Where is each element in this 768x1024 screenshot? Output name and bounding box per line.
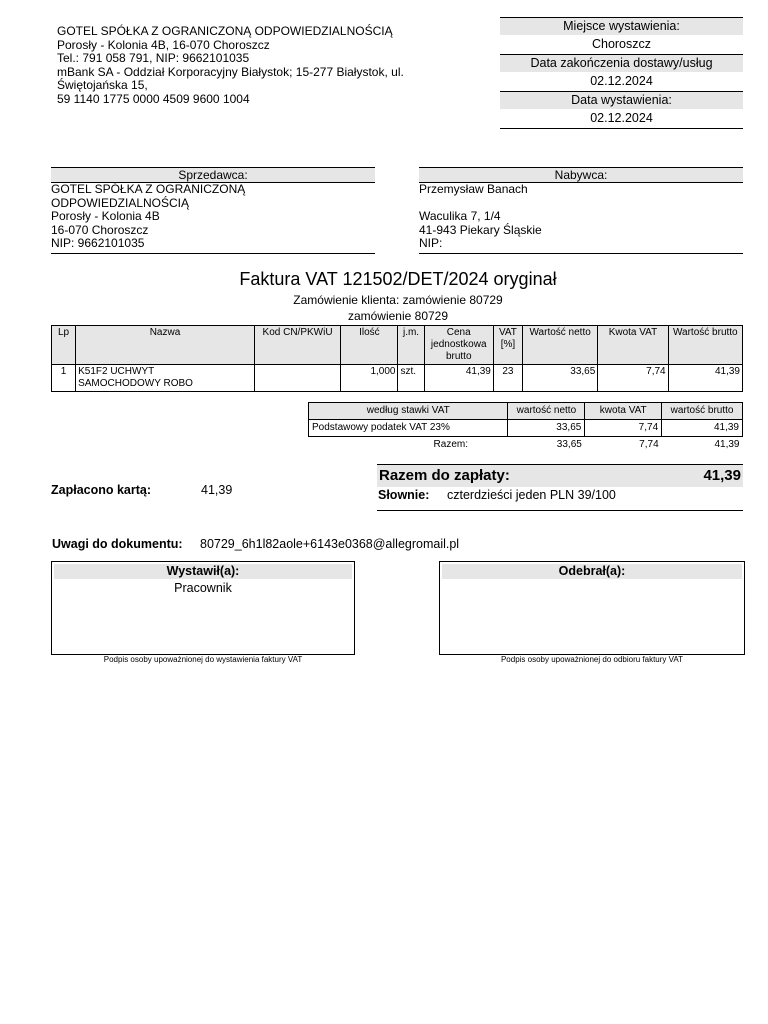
seller-nip: NIP: 9662101035 (51, 236, 145, 250)
receiver-signature-box (439, 561, 745, 655)
company-phone-nip: Tel.: 791 058 791, NIP: 9662101035 (57, 51, 250, 65)
total-due-bar (377, 464, 743, 487)
amount-in-words (377, 487, 743, 511)
issue-date-label: Data wystawienia: (500, 91, 743, 109)
items-table (51, 325, 743, 392)
vat-col-gross: wartość brutto (662, 403, 743, 420)
seller-name-1: GOTEL SPÓŁKA Z OGRANICZONĄ (51, 182, 246, 196)
place-label: Miejsce wystawienia: (500, 17, 743, 35)
receiver-signature-note: Podpis osoby upoważnionej do odbioru faktury VAT (500, 655, 684, 664)
company-header (57, 25, 404, 106)
notes-value: 80729_6h1l82aole+6143e0368@allegromail.pl (200, 537, 460, 551)
row-lp: 1 (52, 365, 76, 392)
col-code: Kod CN/PKWiU (254, 326, 340, 365)
vat-rate-name: Podstawowy podatek VAT 23% (309, 420, 508, 437)
buyer-city: 41-943 Piekary Śląskie (419, 222, 542, 237)
buyer-street: Waculika 7, 1/4 (419, 209, 501, 223)
vat-col-vat: kwota VAT (585, 403, 662, 420)
vat-total-label: Razem: (433, 439, 468, 450)
row-unit: szt. (398, 365, 424, 392)
invoice-meta (500, 17, 743, 129)
vat-rate-net: 33,65 (508, 420, 585, 437)
row-gross: 41,39 (668, 365, 742, 392)
col-unit-price-2: jednostkowa (430, 339, 487, 350)
seller-block (51, 167, 375, 254)
items-header-row (52, 326, 743, 365)
col-unit-price-1: Cena (446, 327, 471, 338)
col-gross: Wartość brutto (668, 326, 742, 365)
buyer-spacer (419, 197, 743, 211)
receiver-heading: Odebrał(a): (442, 564, 742, 579)
notes-label: Uwagi do dokumentu: (52, 537, 183, 551)
invoice-title: Faktura VAT 121502/DET/2024 oryginał (239, 269, 557, 289)
issuer-name: Pracownik (174, 581, 232, 595)
row-name-2: SAMOCHODOWY ROBO (78, 378, 193, 389)
vat-col-net: wartość netto (508, 403, 585, 420)
issuer-signature-box (51, 561, 355, 655)
company-bank: mBank SA - Oddział Korporacyjny Białystok; 15-277 Białystok, ul. (57, 64, 404, 79)
words-value: czterdzieści jeden PLN 39/100 (447, 488, 616, 502)
vat-rate-gross: 41,39 (662, 420, 743, 437)
issuer-signature-note: Podpis osoby upoważnionej do wystawienia faktury VAT (103, 655, 303, 664)
row-code (254, 365, 340, 392)
row-name-1: K51F2 UCHWYT (78, 366, 155, 377)
col-vat-rate (493, 326, 522, 365)
col-unit-price (424, 326, 493, 365)
vat-rate-row (309, 420, 743, 437)
company-account: 59 1140 1775 0000 4509 9600 1004 (57, 91, 250, 106)
issuer-heading: Wystawił(a): (54, 564, 352, 579)
issue-date-value: 02.12.2024 (500, 109, 743, 129)
words-label: Słownie: (378, 488, 430, 502)
col-unit: j.m. (398, 326, 424, 365)
company-address: Porosły - Kolonia 4B, 16-070 Choroszcz (57, 37, 270, 52)
total-due-label: Razem do zapłaty: (379, 467, 510, 484)
vat-total-row (309, 437, 743, 454)
company-name: GOTEL SPÓŁKA Z OGRANICZONĄ ODPOWIEDZIALNOŚCIĄ (57, 24, 393, 38)
vat-summary-table (308, 402, 743, 453)
delivery-date-label: Data zakończenia dostawy/usług (500, 54, 743, 72)
row-qty: 1,000 (341, 365, 398, 392)
vat-rate-vat: 7,74 (585, 420, 662, 437)
client-order-2: zamówienie 80729 (347, 309, 449, 323)
seller-street: Porosły - Kolonia 4B (51, 209, 160, 223)
seller-city: 16-070 Choroszcz (51, 222, 149, 237)
table-row (52, 365, 743, 392)
buyer-block (419, 167, 743, 254)
vat-total-gross: 41,39 (714, 439, 740, 450)
col-vat-amount: Kwota VAT (598, 326, 668, 365)
col-net: Wartość netto (523, 326, 598, 365)
vat-total-vat: 7,74 (639, 439, 659, 450)
buyer-heading: Nabywca: (419, 167, 743, 183)
buyer-nip: NIP: (419, 236, 443, 250)
vat-header-row (309, 403, 743, 420)
row-name (76, 365, 255, 392)
buyer-name: Przemysław Banach (419, 182, 528, 196)
client-order: Zamówienie klienta: zamówienie 80729 (293, 293, 503, 307)
col-vat-rate-2: [%] (500, 339, 516, 350)
seller-heading: Sprzedawca: (51, 167, 375, 183)
col-name: Nazwa (76, 326, 255, 365)
row-vat-amount: 7,74 (598, 365, 668, 392)
seller-name-2: ODPOWIEDZIALNOŚCIĄ (51, 195, 190, 210)
delivery-date-value: 02.12.2024 (590, 74, 653, 88)
col-lp: Lp (52, 326, 76, 365)
paid-card-label: Zapłacono kartą: (51, 483, 152, 497)
vat-total-net: 33,65 (556, 439, 582, 450)
paid-card-value: 41,39 (201, 483, 233, 497)
vat-col-rate: według stawki VAT (309, 403, 508, 420)
col-qty: Ilość (341, 326, 398, 365)
row-net: 33,65 (523, 365, 598, 392)
place-value: Choroszcz (591, 37, 652, 51)
col-unit-price-3: brutto (445, 351, 472, 362)
total-due-value: 41,39 (703, 467, 741, 484)
row-unit-price: 41,39 (424, 365, 493, 392)
company-bank-street: Świętojańska 15, (57, 78, 148, 92)
col-vat-rate-1: VAT (498, 327, 517, 338)
row-vat-rate: 23 (493, 365, 522, 392)
